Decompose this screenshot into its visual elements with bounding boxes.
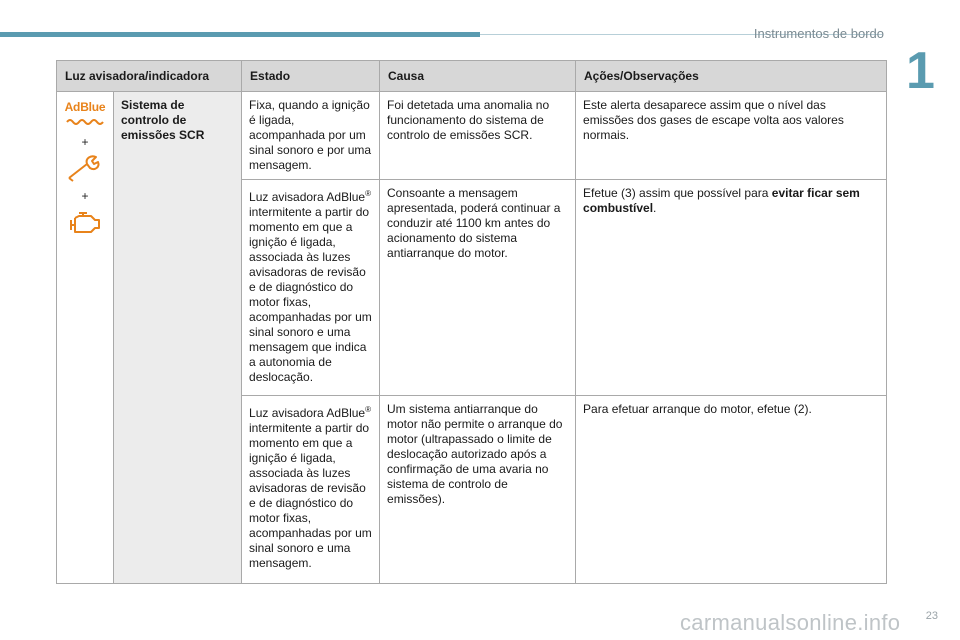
watermark: carmanualsonline.info xyxy=(680,610,901,635)
icon-cell xyxy=(57,92,114,584)
state-cell: Luz avisadora AdBlue® intermitente a partir do momento em que a ignição é ligada, associada às luzes avisadoras de revisão e de diagnóstico do motor fixas, acompanhadas por um sinal sonoro e uma mensagem que indica a autonomia de deslocação. xyxy=(242,180,380,396)
table-header-row xyxy=(57,61,887,92)
state-cell: Fixa, quando a ignição é ligada, acompanhada por um sinal sonoro e por uma mensagem. xyxy=(242,92,380,180)
engine-icon xyxy=(65,208,105,238)
section-title: Instrumentos de bordo xyxy=(753,26,884,41)
header-warning-light: Luz avisadora/indicadora xyxy=(57,61,242,92)
cause-cell: Um sistema antiarranque do motor não permite o arranque do motor (ultrapassado o limite de deslocação autorizado após a confirmação de uma avaria no sistema de controlo de emissões). xyxy=(380,396,576,584)
actions-cell: Efetue (3) assim que possível para evitar ficar sem combustível. xyxy=(576,180,887,396)
actions-cell: Este alerta desaparece assim que o nível das emissões dos gases de escape volta aos valores normais. xyxy=(576,92,887,180)
header-cause: Causa xyxy=(380,61,576,92)
system-label: Sistema de controlo de emissões SCR xyxy=(114,92,242,584)
page-number: 23 xyxy=(925,610,938,622)
header-state: Estado xyxy=(242,61,380,92)
plus-sign: + xyxy=(81,135,89,149)
state-cell: Luz avisadora AdBlue® intermitente a partir do momento em que a ignição é ligada, associada às luzes avisadoras de revisão e de diagnóstico do motor fixas, acompanhadas por um sinal sonoro e uma mensagem. xyxy=(242,396,380,584)
warning-lights-table xyxy=(56,60,887,584)
wrench-icon xyxy=(65,154,105,184)
chapter-number: 1 xyxy=(906,42,935,100)
adblue-wave-icon xyxy=(65,118,105,126)
header-actions: Ações/Observações xyxy=(576,61,887,92)
table-row xyxy=(57,92,887,180)
plus-sign: + xyxy=(81,189,89,203)
actions-cell: Para efetuar arranque do motor, efetue (2). xyxy=(576,396,887,584)
header-accent-bar xyxy=(0,32,480,37)
cause-cell: Foi detetada uma anomalia no funcionamento do sistema de controlo de emissões SCR. xyxy=(380,92,576,180)
cause-cell: Consoante a mensagem apresentada, poderá continuar a conduzir até 1100 km antes do acionamento do sistema antiarranque do motor. xyxy=(380,180,576,396)
adblue-icon: AdBlue xyxy=(65,100,106,130)
